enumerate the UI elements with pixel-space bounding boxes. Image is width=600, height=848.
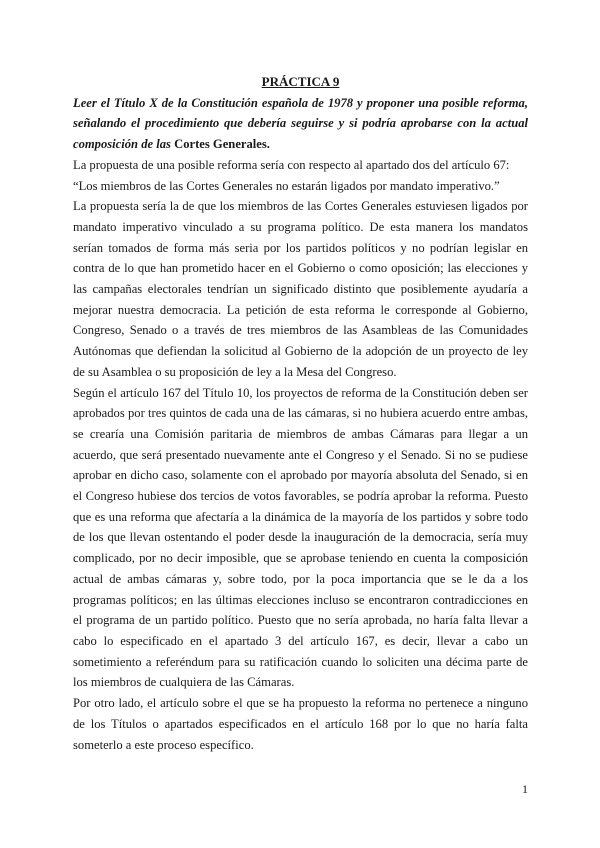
paragraph-procedure: Según el artículo 167 del Título 10, los proyectos de reforma de la Constitución deben ser aprobados por tres quintos de cada una de las cámaras, si no hubiera acuerdo entre ambas, se crearía una Comisión paritaria de miembros de ambas Cámaras para llegar a un acuerdo, que será presentado nuevamente ante el Congreso y el Senado. Si no se pudiese aprobar en dicho caso, solamente con el aprobado por mayoría absoluta del Senado, si en el Congreso hubiese dos tercios de votos favorables, se podría aprobar la reforma. Puesto que es una reforma que afectaría a la dinámica de la mayoría de los partidos y sobre todo de los que llevan ostentando el poder desde la inauguración de la democracia, sería muy complicado, por no decir imposible, que se aprobase teniendo en cuenta la composición actual de ambas cámaras y, sobre todo, por la poca importancia que se le da a los programas políticos; en las últimas elecciones incluso se encontraron contradicciones en el programa de un partido político. Puesto que no sería aprobada, no haría falta llevar a cabo lo especificado en el apartado 3 del artículo 167, es decir, llevar a cabo un sometimiento a referéndum para su ratificación cuando lo soliciten una décima parte de los miembros de cualquiera de las Cámaras. [73,385,528,690]
exercise-prompt-text: Leer el Título X de la Constitución española de 1978 y proponer una posible reforma, señalando el procedimiento que debería seguirse y si podría aprobarse con la actual composición de las [73,95,528,152]
exercise-prompt [73,93,528,155]
page-title: PRÁCTICA 9 [261,74,340,89]
paragraph-quote: “Los miembros de las Cortes Generales no estarán ligados por mandato imperativo.” [73,178,500,193]
document-body [73,72,528,755]
page-number: 1 [522,782,528,796]
paragraph-conclusion: Por otro lado, el artículo sobre el que se ha propuesto la reforma no pertenece a ninguno de los Títulos o apartados especificados en el artículo 168 por lo que no haría falta someterlo a este proceso específico. [73,696,528,752]
paragraph-intro: La propuesta de una posible reforma sería con respecto al apartado dos del artículo 67: [73,157,510,172]
paragraph-proposal: La propuesta sería la de que los miembros de las Cortes Generales estuviesen ligados por mandato imperativo vinculado a su programa político. De esta manera los mandatos serían tomados de forma más seria por los partidos políticos y no podrían legislar en contra de lo que han prometido hacer en el Gobierno o como oposición; las elecciones y las campañas electorales tendrían un significado distinto que posiblemente ayudaría a mejorar nuestra democracia. La petición de esta reforma le corresponde al Gobierno, Congreso, Senado o a través de tres miembros de las Asambleas de las Comunidades Autónomas que defiendan la solicitud al Gobierno de la adopción de un proyecto de ley de su Asamblea o su proposición de ley a la Mesa del Congreso. [73,199,528,379]
exercise-prompt-ending: Cortes Generales. [174,137,270,152]
